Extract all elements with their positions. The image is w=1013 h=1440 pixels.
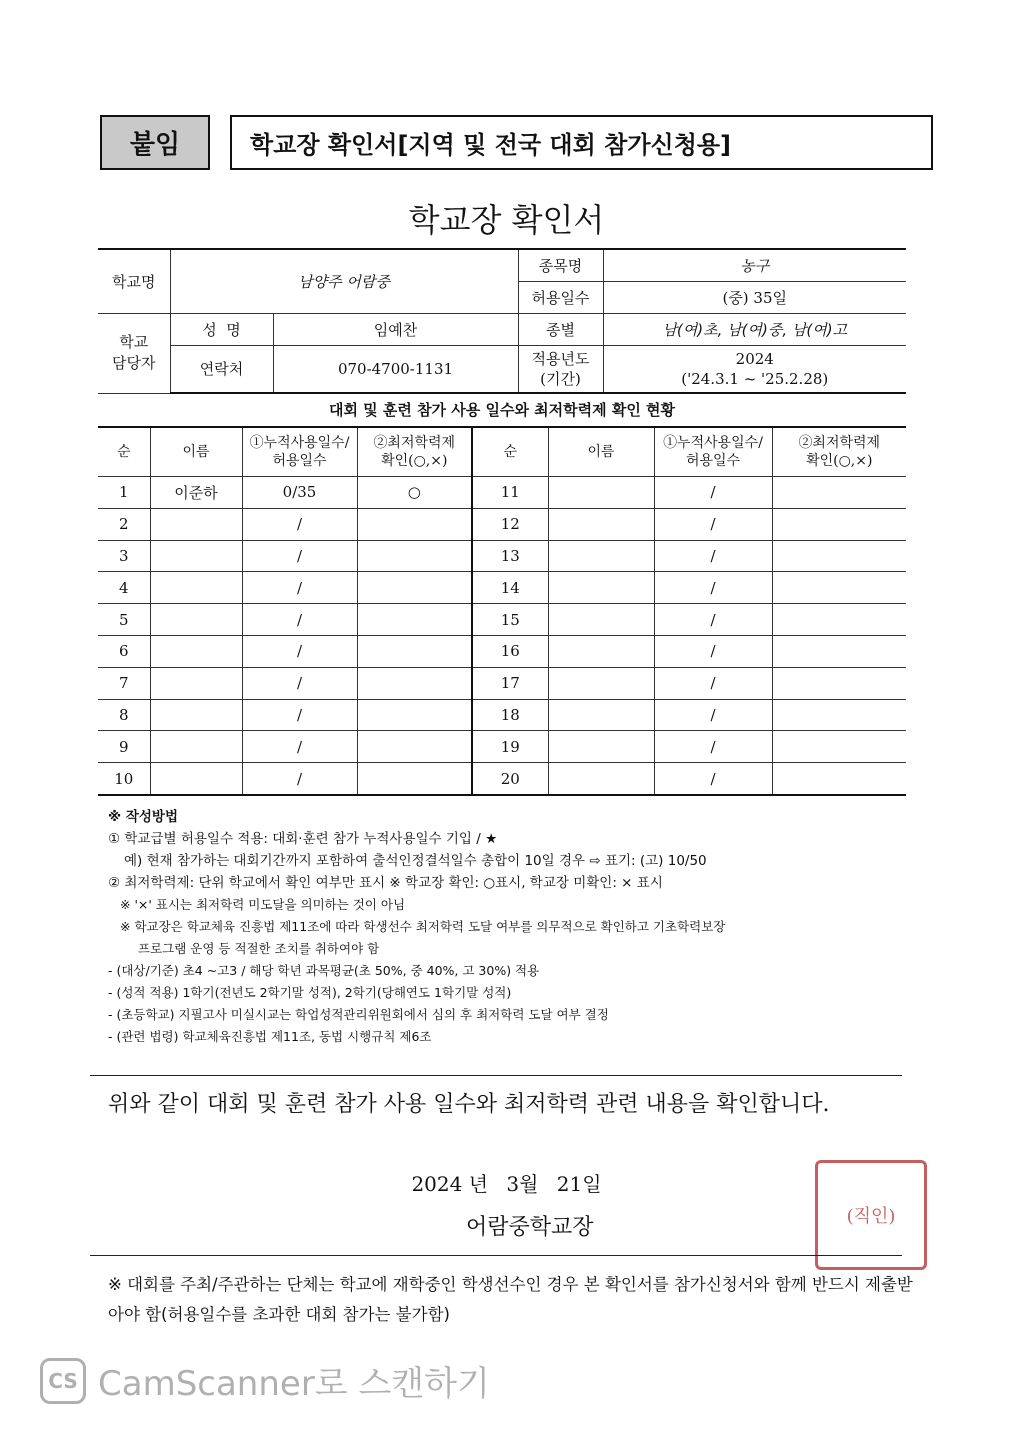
days-used: /: [654, 699, 772, 731]
divider: [90, 1255, 902, 1256]
student-name: [150, 604, 242, 636]
contact-label: 연락처: [170, 345, 273, 393]
row-number: 18: [472, 699, 548, 731]
status-table-body: [98, 477, 906, 795]
student-name: [150, 731, 242, 763]
row-number: 13: [472, 540, 548, 572]
table-row: [98, 635, 906, 667]
official-seal: [815, 1160, 927, 1270]
student-name: [150, 572, 242, 604]
academic-check: [772, 540, 906, 572]
days-used: /: [242, 572, 357, 604]
table-row: [98, 731, 906, 763]
academic-check: [357, 635, 472, 667]
year-cell: [603, 345, 906, 393]
academic-check: [772, 572, 906, 604]
writing-instructions: [108, 806, 928, 1048]
days-used: /: [654, 477, 772, 509]
student-name: [548, 540, 654, 572]
academic-check: [772, 508, 906, 540]
note-1-example: 예) 현재 참가하는 대회기간까지 포함하여 출석인정결석일수 총합이 10일 경우 ⇨ 표기: (고) 10/50: [124, 853, 707, 869]
days-used: /: [242, 540, 357, 572]
name-label: 성 명: [170, 313, 273, 345]
days-used: /: [654, 763, 772, 795]
attachment-tag: 붙임: [100, 115, 210, 170]
student-name: [548, 731, 654, 763]
period-value: ('24.3.1 ~ '25.2.28): [681, 369, 829, 388]
student-name: [150, 635, 242, 667]
manager-label: 학교 담당자: [98, 313, 170, 393]
status-table: [98, 426, 906, 796]
academic-check: [357, 572, 472, 604]
student-name: [548, 508, 654, 540]
header-no: 순: [98, 427, 150, 477]
table-row: [98, 572, 906, 604]
header-days: ①누적사용일수/ 허용일수: [654, 427, 772, 477]
school-value: 남양주 어람중: [170, 249, 518, 313]
student-name: [548, 572, 654, 604]
confirmation-text: 위와 같이 대회 및 훈련 참가 사용 일수와 최저학력 관련 내용을 확인합니다.: [108, 1092, 830, 1117]
row-number: 15: [472, 604, 548, 636]
academic-check: [357, 604, 472, 636]
header-no: 순: [472, 427, 548, 477]
footnote: ※ 대회를 주최/주관하는 단체는 학교에 재학중인 학생선수인 경우 본 확인서를 참가신청서와 함께 반드시 제출받아야 함(허용일수를 초과한 대회 참가는 불가함): [108, 1275, 913, 1324]
days-used: /: [242, 763, 357, 795]
header-academic: ②최저학력제 확인(○,×): [772, 427, 906, 477]
header-academic: ②최저학력제 확인(○,×): [357, 427, 472, 477]
row-number: 20: [472, 763, 548, 795]
table-row: [98, 477, 906, 509]
academic-check: ○: [357, 477, 472, 509]
academic-check: [772, 604, 906, 636]
row-number: 10: [98, 763, 150, 795]
table-row: [98, 508, 906, 540]
header-days: ①누적사용일수/ 허용일수: [242, 427, 357, 477]
row-number: 1: [98, 477, 150, 509]
days-used: /: [654, 508, 772, 540]
student-name: [150, 699, 242, 731]
academic-check: [357, 699, 472, 731]
row-number: 9: [98, 731, 150, 763]
watermark-text: CamScanner로 스캔하기: [98, 1364, 490, 1404]
info-table: [98, 248, 906, 394]
event-label: 종목명: [518, 249, 603, 281]
category-value: 남(여)초, 남(여)중, 남(여)고: [603, 313, 906, 345]
table-row: [98, 667, 906, 699]
academic-check: [357, 763, 472, 795]
row-number: 6: [98, 635, 150, 667]
document-title: 학교장 확인서: [408, 201, 605, 239]
note-2-a: ※ '×' 표시는 최저학력 미도달을 의미하는 것이 아님: [120, 897, 406, 912]
contact-value: 070-4700-1131: [273, 345, 518, 393]
detail-2: - (성적 적용) 1학기(전년도 2학기말 성적), 2학기(당해연도 1학기말 성적): [108, 985, 512, 1000]
days-used: /: [654, 604, 772, 636]
divider: [90, 1075, 902, 1076]
name-value: 임예찬: [273, 313, 518, 345]
days-used: /: [654, 572, 772, 604]
academic-check: [772, 763, 906, 795]
academic-check: [772, 635, 906, 667]
table-row: [98, 763, 906, 795]
student-name: [150, 667, 242, 699]
category-label: 종별: [518, 313, 603, 345]
student-name: [548, 604, 654, 636]
row-number: 2: [98, 508, 150, 540]
student-name: [548, 477, 654, 509]
year-label: 적용년도 (기간): [518, 345, 603, 393]
student-name: [150, 508, 242, 540]
days-used: /: [654, 667, 772, 699]
note-2-b: ※ 학교장은 학교체육 진흥법 제11조에 따라 학생선수 최저학력 도달 여부를 의무적으로 확인하고 기초학력보장: [120, 919, 726, 934]
row-number: 7: [98, 667, 150, 699]
row-number: 17: [472, 667, 548, 699]
detail-1: - (대상/기준) 초4 ~고3 / 해당 학년 과목평균(초 50%, 중 40%, 고 30%) 적용: [108, 963, 540, 978]
header-name: 이름: [150, 427, 242, 477]
days-used: /: [242, 699, 357, 731]
note-1: ① 학교급별 허용일수 적용: 대회·훈련 참가 누적사용일수 기입 / ★: [108, 831, 498, 847]
section-title: 대회 및 훈련 참가 사용 일수와 최저학력제 확인 현황: [328, 401, 676, 419]
row-number: 4: [98, 572, 150, 604]
academic-check: [357, 508, 472, 540]
header: [100, 115, 933, 170]
date-month: 3월: [506, 1172, 539, 1196]
header-title: 학교장 확인서[지역 및 전국 대회 참가신청용]: [230, 115, 933, 170]
row-number: 16: [472, 635, 548, 667]
days-used: /: [242, 667, 357, 699]
student-name: [548, 699, 654, 731]
allowed-days-label: 허용일수: [518, 281, 603, 313]
days-used: /: [242, 635, 357, 667]
school-label: 학교명: [98, 249, 170, 313]
row-number: 8: [98, 699, 150, 731]
allowed-days-value: (중) 35일: [603, 281, 906, 313]
date-day: 21일: [556, 1172, 602, 1196]
days-used: /: [654, 731, 772, 763]
academic-check: [772, 477, 906, 509]
days-used: /: [242, 731, 357, 763]
student-name: 이준하: [150, 477, 242, 509]
camscanner-watermark: [40, 1356, 490, 1405]
academic-check: [772, 699, 906, 731]
academic-check: [357, 540, 472, 572]
table-row: [98, 699, 906, 731]
days-used: 0/35: [242, 477, 357, 509]
principal-name: 어람중학교장: [466, 1215, 594, 1240]
row-number: 19: [472, 731, 548, 763]
student-name: [150, 763, 242, 795]
row-number: 14: [472, 572, 548, 604]
camscanner-logo-icon: CS: [40, 1358, 86, 1404]
days-used: /: [654, 540, 772, 572]
note-2-c: 프로그램 운영 등 적절한 조치를 취하여야 함: [138, 941, 380, 956]
detail-3: - (초등학교) 지필고사 미실시교는 학업성적관리위원회에서 심의 후 최저학력 도달 여부 결정: [108, 1007, 609, 1022]
student-name: [150, 540, 242, 572]
table-row: [98, 540, 906, 572]
days-used: /: [242, 604, 357, 636]
seal-text: (직인): [846, 1206, 896, 1227]
academic-check: [357, 667, 472, 699]
detail-4: - (관련 법령) 학교체육진흥법 제11조, 동법 시행규칙 제6조: [108, 1029, 432, 1044]
row-number: 3: [98, 540, 150, 572]
date-year: 2024 년: [411, 1172, 489, 1196]
row-number: 12: [472, 508, 548, 540]
student-name: [548, 635, 654, 667]
notes-heading: ※ 작성방법: [108, 809, 178, 825]
academic-check: [772, 667, 906, 699]
note-2: ② 최저학력제: 단위 학교에서 확인 여부만 표시 ※ 학교장 확인: ○표시, 학교장 미확인: × 표시: [108, 875, 663, 891]
header-name: 이름: [548, 427, 654, 477]
student-name: [548, 667, 654, 699]
student-name: [548, 763, 654, 795]
days-used: /: [242, 508, 357, 540]
year-value: 2024: [735, 349, 774, 368]
row-number: 11: [472, 477, 548, 509]
academic-check: [357, 731, 472, 763]
academic-check: [772, 731, 906, 763]
event-value: 농구: [603, 249, 906, 281]
table-row: [98, 604, 906, 636]
row-number: 5: [98, 604, 150, 636]
days-used: /: [654, 635, 772, 667]
